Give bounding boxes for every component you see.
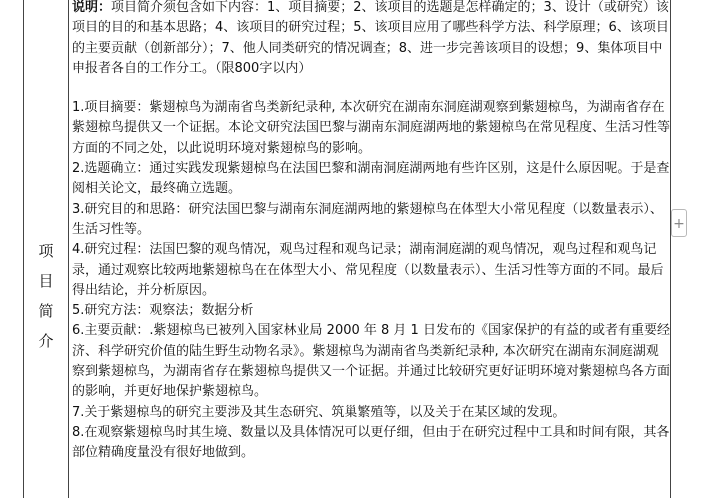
section-label-char: 简 [38,302,54,320]
paragraph-summary: 1.项目摘要：紫翅椋鸟为湖南省鸟类新纪录种, 本次研究在湖南东洞庭湖观察到紫翅椋鸟，为湖南省存在紫翅椋鸟提供又一个证据。本论文研究法国巴黎与湖南东洞庭湖两地的紫翅椋鸟在常见程度、生活习性等方面的不同之处，以此说明环境对紫翅椋鸟的影响。 [72,100,671,156]
paragraph-process: 4.研究过程：法国巴黎的观鸟情况，观鸟过程和观鸟记录；湖南洞庭湖的观鸟情况，观鸟过程和观鸟记录，通过观察比较两地紫翅椋鸟在在体型大小、常见程度（以数量表示）、生活习性等方面的不同。最后得出结论，并分析原因。 [72,242,664,298]
paragraph-purpose: 3.研究目的和思路：研究法国巴黎与湖南东洞庭湖两地的紫翅椋鸟在体型大小常见程度（以数量表示）、生活习性等。 [72,201,663,237]
project-intro-table [23,0,671,498]
paragraph-method: 5.研究方法：观察法；数据分析 [72,303,254,319]
instructions-note [72,0,670,79]
content-cell[interactable] [70,0,670,464]
section-label [24,236,68,356]
add-button[interactable] [671,209,687,237]
paragraph-improvement: 8.在观察紫翅椋鸟时其生境、数量以及具体情况可以更仔细，但由于在研究过程中工具和时间有限，其各部位精确度量没有很好地做到。 [72,424,670,461]
section-label-char: 项 [38,242,54,260]
note-text: 项目简介须包含如下内容：1、项目摘要；2、该项目的选题是怎样确定的；3、设计（或研究）该项目的目的和基本思路；4、该项目的研究过程；5、该项目应用了哪些科学方法、科学原理；6、该项目的主要贡献（创新部分）；7、他人同类研究的情况调查；8、进一步完善该项目的设想；9、集体项目中申报者各自的工作分工。（限800字以内） [72,0,669,76]
note-label: 说明： [72,0,112,15]
plus-icon: + [673,216,685,232]
section-label-char: 介 [38,332,54,350]
paragraph-topic: 2.选题确立：通过实践发现紫翅椋鸟在法国巴黎和湖南洞庭湖两地有些许区别，这是什么原因呢。于是查阅相关论文，最终确立选题。 [72,161,670,197]
label-column [24,0,69,498]
paragraph-related-research: 7.关于紫翅椋鸟的研究主要涉及其生态研究、筑巢繁殖等，以及关于在某区域的发现。 [72,404,566,420]
section-label-char: 目 [38,272,54,290]
paragraph-contribution: 6.主要贡献：.紫翅椋鸟已被列入国家林业局 2000 年 8 月 1 日发布的《国家保护的有益的或者有重要经济、科学研究价值的陆生野生动物名录》。紫翅椋鸟为湖南省鸟类新纪录种, 本次研究在湖南东洞庭湖观察到紫翅椋鸟，为湖南省存在紫翅椋鸟提供又一个证据。并通过比较研究更好证明环境对紫翅椋鸟各方面的影响，并更好地保护紫翅椋鸟。 [72,323,671,400]
